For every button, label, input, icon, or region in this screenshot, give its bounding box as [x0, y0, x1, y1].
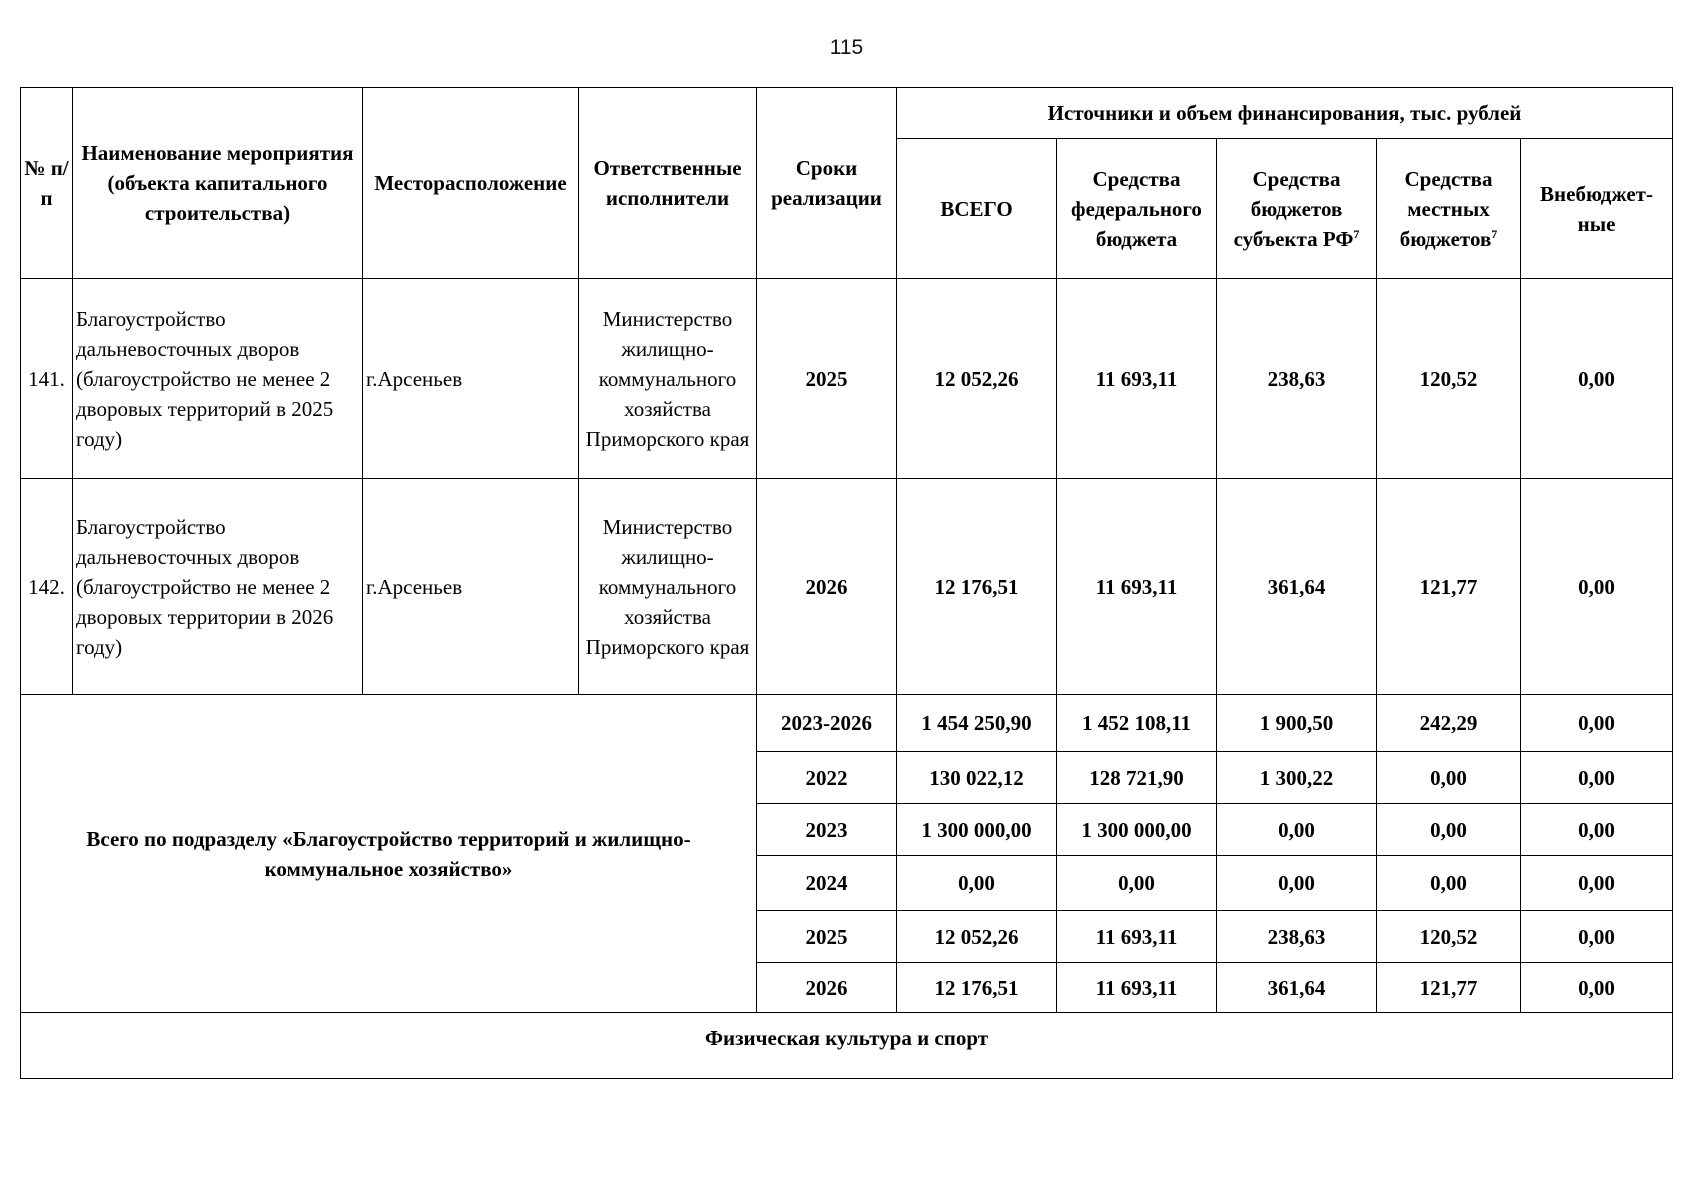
summary-total: 1 300 000,00: [897, 804, 1057, 856]
summary-federal: 11 693,11: [1057, 963, 1217, 1013]
summary-extra: 0,00: [1521, 804, 1673, 856]
table-row: [21, 279, 1673, 479]
header-name: Наименование мероприятия (объекта капитального строительства): [73, 88, 363, 279]
row-num: 142.: [21, 479, 73, 695]
summary-federal: 128 721,90: [1057, 752, 1217, 804]
summary-subject: 0,00: [1217, 856, 1377, 911]
header-responsible: Ответственные исполнители: [579, 88, 757, 279]
row-extra: 0,00: [1521, 479, 1673, 695]
row-total: 12 052,26: [897, 279, 1057, 479]
summary-local: 120,52: [1377, 911, 1521, 963]
row-name: Благоустройство дальневосточных дворов (благоустройство не менее 2 дворовых территории в 2026 году): [73, 479, 363, 695]
summary-federal: 0,00: [1057, 856, 1217, 911]
summary-year: 2026: [757, 963, 897, 1013]
summary-year: 2024: [757, 856, 897, 911]
row-extra: 0,00: [1521, 279, 1673, 479]
summary-extra: 0,00: [1521, 856, 1673, 911]
row-federal: 11 693,11: [1057, 479, 1217, 695]
summary-local: 0,00: [1377, 804, 1521, 856]
financing-table: [20, 87, 1673, 1079]
summary-label: Всего по подразделу «Благоустройство территорий и жилищно-коммунальное хозяйство»: [21, 695, 757, 1013]
summary-total: 12 176,51: [897, 963, 1057, 1013]
summary-row: [21, 695, 1673, 752]
summary-federal: 1 452 108,11: [1057, 695, 1217, 752]
summary-subject: 361,64: [1217, 963, 1377, 1013]
row-subject: 361,64: [1217, 479, 1377, 695]
summary-extra: 0,00: [1521, 911, 1673, 963]
header-federal: Средства федерального бюджета: [1057, 139, 1217, 279]
row-num: 141.: [21, 279, 73, 479]
section-title: Физическая культура и спорт: [21, 1013, 1673, 1079]
header-total: ВСЕГО: [897, 139, 1057, 279]
summary-subject: 0,00: [1217, 804, 1377, 856]
summary-local: 0,00: [1377, 752, 1521, 804]
row-local: 121,77: [1377, 479, 1521, 695]
header-terms: Сроки реализации: [757, 88, 897, 279]
summary-total: 12 052,26: [897, 911, 1057, 963]
header-sources: Источники и объем финансирования, тыс. рублей: [897, 88, 1673, 139]
summary-total: 1 454 250,90: [897, 695, 1057, 752]
header-subject: Средства бюджетов субъекта $РФ^7$: [1217, 139, 1377, 279]
summary-subject: 1 300,22: [1217, 752, 1377, 804]
table-row: [21, 479, 1673, 695]
row-responsible: Министерство жилищно-коммунального хозяйства Приморского края: [579, 479, 757, 695]
summary-subject: 1 900,50: [1217, 695, 1377, 752]
summary-year: 2023: [757, 804, 897, 856]
summary-federal: 1 300 000,00: [1057, 804, 1217, 856]
row-year: 2026: [757, 479, 897, 695]
row-location: г.Арсеньев: [363, 279, 579, 479]
summary-total: 0,00: [897, 856, 1057, 911]
summary-extra: 0,00: [1521, 963, 1673, 1013]
header-location: Месторасположение: [363, 88, 579, 279]
summary-year: 2025: [757, 911, 897, 963]
row-year: 2025: [757, 279, 897, 479]
page-number: 115: [829, 36, 864, 59]
footnote-mark: 7: [1353, 226, 1360, 241]
footnote-mark: 7: [1491, 226, 1498, 241]
summary-federal: 11 693,11: [1057, 911, 1217, 963]
row-name: Благоустройство дальневосточных дворов (благоустройство не менее 2 дворовых территорий в 2025 году): [73, 279, 363, 479]
row-responsible: Министерство жилищно-коммунального хозяйства Приморского края: [579, 279, 757, 479]
row-location: г.Арсеньев: [363, 479, 579, 695]
row-local: 120,52: [1377, 279, 1521, 479]
header-local: Средства местных бюджетов$^7$: [1377, 139, 1521, 279]
summary-year: 2022: [757, 752, 897, 804]
summary-extra: 0,00: [1521, 752, 1673, 804]
row-federal: 11 693,11: [1057, 279, 1217, 479]
row-total: 12 176,51: [897, 479, 1057, 695]
summary-local: 121,77: [1377, 963, 1521, 1013]
summary-local: 0,00: [1377, 856, 1521, 911]
summary-total: 130 022,12: [897, 752, 1057, 804]
summary-local: 242,29: [1377, 695, 1521, 752]
row-subject: 238,63: [1217, 279, 1377, 479]
summary-subject: 238,63: [1217, 911, 1377, 963]
header-extra: Внебюджет-ные: [1521, 139, 1673, 279]
header-num: № п/п: [21, 88, 73, 279]
summary-extra: 0,00: [1521, 695, 1673, 752]
summary-year: 2023-2026: [757, 695, 897, 752]
